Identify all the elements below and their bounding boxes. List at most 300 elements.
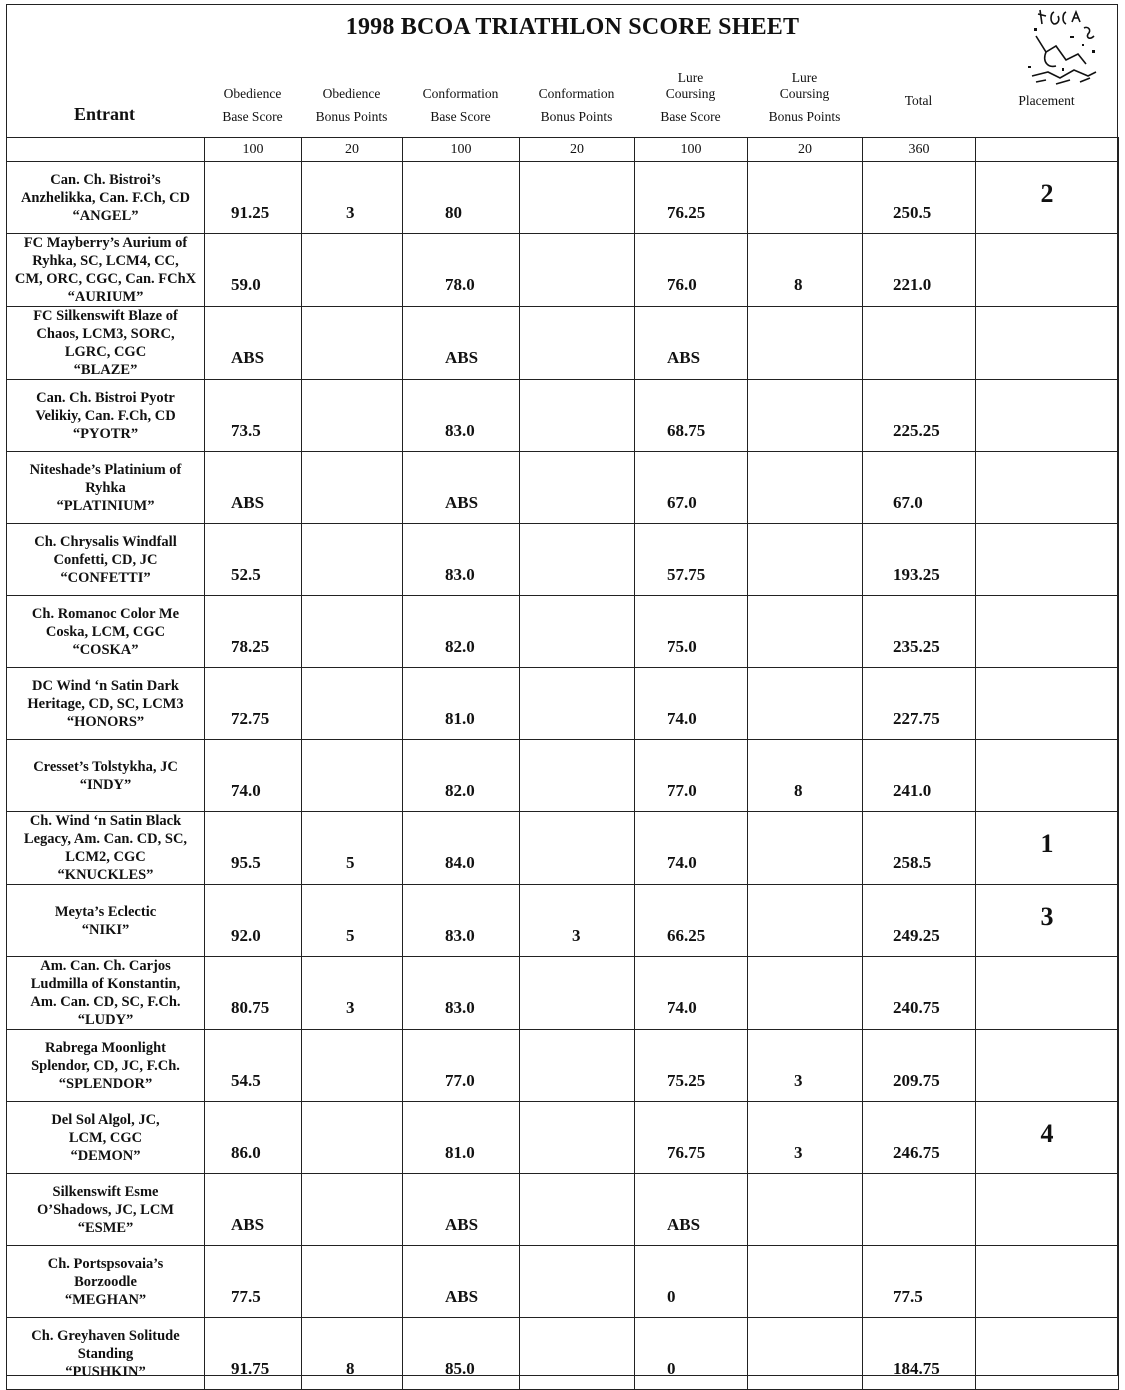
lure-base-score-cell [635,380,748,452]
lure-base-score: 74.0 [667,708,697,728]
obedience-base-score-cell [205,524,302,596]
obedience-base-score: 52.5 [231,564,261,584]
entrant-name-line: Ch. Portspsovaia’s [47,1255,164,1272]
entrant-name-line: LCM2, CGC [65,849,146,865]
obedience-bonus-points-cell [302,957,403,1030]
total-score: 240.75 [893,998,940,1017]
total-score-cell [863,740,976,812]
conformation-bonus-points-cell [520,1030,635,1102]
lure-base-score-cell [635,452,748,524]
entrant-name-line: Can. Ch. Bistroi Pyotr [36,389,175,406]
conformation-base-score-cell [403,524,520,596]
placement [976,596,1119,668]
conformation-base-score-cell [403,1246,520,1318]
conformation-base-score: 85.0 [445,1358,475,1378]
conformation-base-header: Conformation Base Score [422,86,499,124]
lure-base-score: 75.25 [667,1070,706,1090]
entrant-name [7,452,205,524]
max-placement [976,138,1119,162]
entrant-name-line: Legacy, Am. Can. CD, SC, [23,831,188,847]
entrant-name-line: Rabrega Moonlight [45,1039,166,1056]
placement [976,668,1119,740]
obedience-base-score-cell [205,307,302,380]
lure-base-score: 57.75 [667,564,706,584]
max-lure-bonus: 20 [748,138,863,162]
conformation-base-score-cell [403,452,520,524]
placement [976,307,1119,380]
conformation-base-score-cell [403,380,520,452]
total-score: 77.5 [893,1286,923,1306]
table-row [7,1318,1119,1390]
obedience-base-score: 95.5 [231,853,261,872]
conformation-base-score: ABS [445,1286,479,1306]
conformation-bonus-points-cell [520,380,635,452]
obedience-base-score-cell [205,380,302,452]
placement [976,1318,1119,1390]
entrant-name-line: “ANGEL” [72,207,139,224]
conformation-bonus-points-cell [520,885,635,957]
obedience-bonus-points-cell [302,162,403,234]
conformation-base-score-cell [403,1318,520,1390]
table-row [7,1174,1119,1246]
obedience-base-score-cell [205,234,302,307]
obedience-base-score: 73.5 [231,420,261,440]
max-points-blank [7,138,205,162]
conformation-bonus-points: 3 [572,925,581,945]
total-score-cell [863,668,976,740]
total-score-cell [863,162,976,234]
entrant-name [7,162,205,234]
conformation-base-score-cell [403,1030,520,1102]
obedience-bonus-points-cell [302,1030,403,1102]
total-score-cell [863,1102,976,1174]
table-row [7,1246,1119,1318]
total-score: 227.75 [893,708,940,728]
lure-base-score-cell [635,1318,748,1390]
entrant-name [7,1246,205,1318]
lure-bonus-points-cell [748,812,863,885]
conformation-base-score: 77.0 [445,1070,475,1090]
table-row [7,162,1119,234]
entrant-name-line: “COSKA” [72,641,139,658]
placement [976,740,1119,812]
conformation-bonus-points-cell [520,1318,635,1390]
total-score-cell [863,524,976,596]
lure-bonus-points: 8 [794,780,803,800]
obedience-base-score: 59.0 [231,275,261,294]
obedience-base-score: 54.5 [231,1070,261,1090]
total-score-cell [863,957,976,1030]
entrant-name-line: Standing [77,1345,134,1362]
table-row [7,957,1119,1030]
lure-base-score: 0 [667,1358,676,1378]
conformation-base-score: 83.0 [445,564,475,584]
obedience-base-score: 91.75 [231,1358,270,1378]
entrant-name [7,1030,205,1102]
entrant-name-line: “LUDY” [77,1012,134,1028]
obedience-base-score-cell [205,957,302,1030]
obedience-base-score: 77.5 [231,1286,261,1306]
entrant-name [7,307,205,380]
entrant-name-line: “CONFETTI” [60,569,151,586]
conformation-bonus-points-cell [520,812,635,885]
entrant-name [7,1318,205,1390]
obedience-bonus-points-cell [302,1246,403,1318]
conformation-base-score: 82.0 [445,780,475,800]
obedience-bonus-header: Obedience Bonus Points [315,86,388,124]
entrant-name-line: Coska, LCM, CGC [45,623,166,640]
conformation-bonus-points-cell [520,1246,635,1318]
entrant-name-line: Am. Can. Ch. Carjos [40,958,171,974]
entrant-name-line: DC Wind ‘n Satin Dark [32,677,179,694]
obedience-bonus-points-cell [302,1318,403,1390]
conformation-base-score: 81.0 [445,708,475,728]
entrant-name-line: “AURIUM” [67,289,144,305]
obedience-bonus-points-cell [302,234,403,307]
obedience-bonus-points: 3 [346,998,355,1017]
conformation-base-score: ABS [445,492,479,512]
conformation-bonus-points-cell [520,957,635,1030]
entrant-name [7,668,205,740]
lure-base-score: 76.25 [667,202,706,222]
placement [976,957,1119,1030]
lure-base-score: 66.25 [667,925,706,945]
total-score-cell [863,812,976,885]
table-row [7,380,1119,452]
entrant-name-line: “NIKI” [81,921,130,938]
entrant-name [7,957,205,1030]
entrant-header: Entrant [73,104,135,124]
entrant-name [7,524,205,596]
conformation-base-score: 81.0 [445,1142,475,1162]
max-lure-base: 100 [635,138,748,162]
entrant-name-line: Meyta’s Eclectic [54,903,157,920]
entrant-name-line: Ch. Wind ‘n Satin Black [29,813,182,829]
entrant-name-line: Niteshade’s Platinium of [29,461,182,478]
total-score-cell [863,1174,976,1246]
obedience-base-score-cell [205,1174,302,1246]
entrant-name-line: “DEMON” [70,1147,141,1164]
lure-base-score-cell [635,1030,748,1102]
lure-bonus-points-cell [748,885,863,957]
entrant-name-line: Del Sol Algol, JC, [51,1111,160,1128]
lure-base-score-cell [635,307,748,380]
total-score-cell [863,452,976,524]
obedience-base-score-cell [205,1246,302,1318]
lure-base-score-cell [635,668,748,740]
conformation-bonus-points-cell [520,452,635,524]
obedience-base-header: Obedience Base Score [222,86,283,124]
conformation-bonus-points-cell [520,1174,635,1246]
conformation-bonus-points-cell [520,162,635,234]
total-score: 241.0 [893,780,932,800]
entrant-name-line: “MEGHAN” [64,1291,147,1308]
entrant-name-line: Ludmilla of Konstantin, [30,976,181,992]
entrant-name-line: Ch. Chrysalis Windfall [34,533,177,550]
lure-base-score: 76.0 [667,275,697,294]
placement [976,1246,1119,1318]
conformation-bonus-points-cell [520,524,635,596]
total-score: 225.25 [893,420,940,440]
lure-base-score-cell [635,1246,748,1318]
total-score: 193.25 [893,564,940,584]
conformation-base-score: 83.0 [445,420,475,440]
entrant-name-line: “SPLENDOR” [58,1075,153,1092]
conformation-base-score-cell [403,1174,520,1246]
lure-base-score: 74.0 [667,998,697,1017]
entrant-name-line: LCM, CGC [68,1129,143,1146]
conformation-bonus-points-cell [520,234,635,307]
score-table [6,137,1119,1390]
lure-bonus-points-cell [748,162,863,234]
entrant-name-line: LGRC, CGC [64,344,147,360]
max-points-row [7,138,1119,162]
placement: 2 [976,162,1119,234]
conformation-base-score: 80 [445,202,462,222]
lure-base-score: ABS [667,1214,701,1234]
lure-bonus-points-cell [748,452,863,524]
lure-base-score-cell [635,740,748,812]
obedience-bonus-points-cell [302,1174,403,1246]
total-score: 235.25 [893,636,940,656]
max-conformation-bonus: 20 [520,138,635,162]
obedience-bonus-points: 8 [346,1358,355,1378]
conformation-bonus-points-cell [520,307,635,380]
table-row [7,885,1119,957]
conformation-base-score-cell [403,885,520,957]
lure-base-score: 76.75 [667,1142,706,1162]
obedience-bonus-points-cell [302,1102,403,1174]
total-score: 221.0 [893,275,932,294]
obedience-bonus-points-cell [302,452,403,524]
conformation-base-score: ABS [445,1214,479,1234]
entrant-name [7,1174,205,1246]
obedience-base-score: 72.75 [231,708,270,728]
placement [976,452,1119,524]
entrant-name-line: “ESME” [77,1219,134,1236]
entrant-name-line: O’Shadows, JC, LCM [37,1201,174,1218]
conformation-base-score-cell [403,307,520,380]
lure-bonus-points-cell [748,307,863,380]
placement-header: Placement [1018,93,1075,108]
conformation-bonus-points-cell [520,1102,635,1174]
placement: 3 [976,885,1119,957]
entrant-name-line: Anzhelikka, Can. F.Ch, CD [20,189,191,206]
obedience-base-score-cell [205,740,302,812]
total-score-cell [863,380,976,452]
entrant-name-line: Heritage, CD, SC, LCM3 [27,695,184,712]
entrant-name [7,234,205,307]
table-row [7,668,1119,740]
entrant-name [7,380,205,452]
conformation-base-score-cell [403,234,520,307]
lure-base-score-cell [635,596,748,668]
entrant-name-line: “BLAZE” [73,362,138,378]
max-total: 360 [863,138,976,162]
obedience-base-score-cell [205,812,302,885]
lure-base-score: 67.0 [667,492,697,512]
entrant-name-line: FC Mayberry’s Aurium of [23,235,188,251]
lure-bonus-points-cell [748,1246,863,1318]
entrant-name-line: Can. Ch. Bistroi’s [50,171,161,188]
table-row [7,234,1119,307]
obedience-bonus-points: 5 [346,925,355,945]
conformation-base-score-cell [403,812,520,885]
lure-bonus-points-cell [748,524,863,596]
lure-bonus-points: 3 [794,1070,803,1090]
obedience-bonus-points-cell [302,885,403,957]
entrant-name-line: Ch. Romanoc Color Me [31,605,180,622]
entrant-name-line: Splendor, CD, JC, F.Ch. [31,1057,180,1074]
lure-bonus-points-cell [748,1102,863,1174]
entrant-name-line: Velikiy, Can. F.Ch, CD [35,407,176,424]
obedience-base-score-cell [205,1030,302,1102]
obedience-base-score: 78.25 [231,636,270,656]
entrant-name-line: Ch. Greyhaven Solitude [31,1327,180,1344]
lure-base-score: 77.0 [667,780,697,800]
entrant-name-line: Am. Can. CD, SC, F.Ch. [30,994,181,1010]
total-score-cell [863,1030,976,1102]
entrant-name-line: Confetti, CD, JC [53,551,158,568]
placement [976,1174,1119,1246]
total-score-cell [863,234,976,307]
lure-bonus-points-cell [748,596,863,668]
conformation-bonus-points-cell [520,740,635,812]
conformation-bonus-header: Conformation Bonus Points [538,86,615,124]
lure-base-score-cell [635,234,748,307]
conformation-base-score-cell [403,596,520,668]
total-score: 258.5 [893,853,932,872]
total-score-cell [863,1246,976,1318]
conformation-base-score-cell [403,740,520,812]
entrant-name-line: “PYOTR” [72,425,139,442]
max-conformation-base: 100 [403,138,520,162]
lure-bonus-points-cell [748,740,863,812]
obedience-base-score: 91.25 [231,202,270,222]
lure-bonus-points: 3 [794,1142,803,1162]
lure-base-score-cell [635,524,748,596]
obedience-base-score-cell [205,596,302,668]
lure-base-score: 74.0 [667,853,697,872]
lure-bonus-points-cell [748,668,863,740]
conformation-base-score-cell [403,957,520,1030]
lure-base-score-cell [635,1102,748,1174]
obedience-bonus-points-cell [302,524,403,596]
entrant-name-line: Borzoodle [74,1273,137,1290]
obedience-bonus-points-cell [302,668,403,740]
obedience-bonus-points: 5 [346,853,355,872]
max-obedience-base: 100 [205,138,302,162]
entrant-name-line: “PLATINIUM” [56,497,155,514]
conformation-base-score: ABS [445,348,479,367]
placement [976,1030,1119,1102]
entrant-name-line: “KNUCKLES” [57,867,154,883]
entrant-name-line: “HONORS” [66,713,145,730]
lure-bonus-points-cell [748,234,863,307]
obedience-base-score: 86.0 [231,1142,261,1162]
obedience-base-score-cell [205,885,302,957]
sheet-title: 1998 BCOA TRIATHLON SCORE SHEET [345,14,800,40]
entrant-name [7,1102,205,1174]
lure-bonus-points: 8 [794,275,803,294]
table-row [7,307,1119,380]
lure-bonus-header: Lure Coursing Bonus Points [768,70,841,124]
obedience-base-score-cell [205,452,302,524]
total-score: 184.75 [893,1358,940,1378]
lure-base-score-cell [635,1174,748,1246]
total-score: 209.75 [893,1070,940,1090]
lure-bonus-points-cell [748,1030,863,1102]
obedience-bonus-points-cell [302,307,403,380]
entrant-name-line: “PUSHKIN” [65,1363,146,1380]
max-obedience-bonus: 20 [302,138,403,162]
total-score: 246.75 [893,1142,940,1162]
lure-base-score: 75.0 [667,636,697,656]
obedience-base-score: ABS [231,1214,265,1234]
lure-base-score-cell [635,812,748,885]
table-row [7,1030,1119,1102]
entrant-name-line: Ryhka [85,479,126,496]
total-score: 249.25 [893,925,940,945]
entrant-name-line: Chaos, LCM3, SORC, [36,326,175,342]
placement: 1 [976,812,1119,885]
entrant-name [7,596,205,668]
lure-base-score-cell [635,957,748,1030]
lure-base-score: ABS [667,348,701,367]
entrant-name-line: Cresset’s Tolstykha, JC [33,758,178,775]
obedience-base-score: ABS [231,348,265,367]
obedience-base-score-cell [205,668,302,740]
entrant-name [7,885,205,957]
entrant-name-line: CM, ORC, CGC, Can. FChX [14,271,197,287]
obedience-bonus-points-cell [302,596,403,668]
obedience-base-score-cell [205,162,302,234]
conformation-base-score: 82.0 [445,636,475,656]
placement: 4 [976,1102,1119,1174]
entrant-name-line: “INDY” [79,776,132,793]
lure-base-header: Lure Coursing Base Score [660,70,721,124]
table-row [7,452,1119,524]
entrant-name [7,740,205,812]
table-row [7,1102,1119,1174]
conformation-base-score: 84.0 [445,853,475,872]
entrant-name [7,812,205,885]
conformation-bonus-points-cell [520,668,635,740]
placement [976,234,1119,307]
lure-base-score: 0 [667,1286,676,1306]
lure-base-score: 68.75 [667,420,706,440]
total-score: 67.0 [893,492,923,512]
lure-base-score-cell [635,162,748,234]
table-row [7,812,1119,885]
obedience-bonus-points: 3 [346,202,355,222]
conformation-bonus-points-cell [520,596,635,668]
entrant-name-line: Silkenswift Esme [52,1183,159,1200]
obedience-base-score: 92.0 [231,925,261,945]
obedience-base-score: 80.75 [231,998,270,1017]
obedience-base-score: ABS [231,492,265,512]
conformation-base-score: 78.0 [445,275,475,294]
total-score-cell [863,307,976,380]
obedience-bonus-points-cell [302,740,403,812]
conformation-base-score-cell [403,1102,520,1174]
conformation-base-score-cell [403,668,520,740]
table-row [7,740,1119,812]
conformation-base-score: 83.0 [445,998,475,1017]
total-score: 250.5 [893,202,932,222]
lure-bonus-points-cell [748,380,863,452]
placement [976,524,1119,596]
